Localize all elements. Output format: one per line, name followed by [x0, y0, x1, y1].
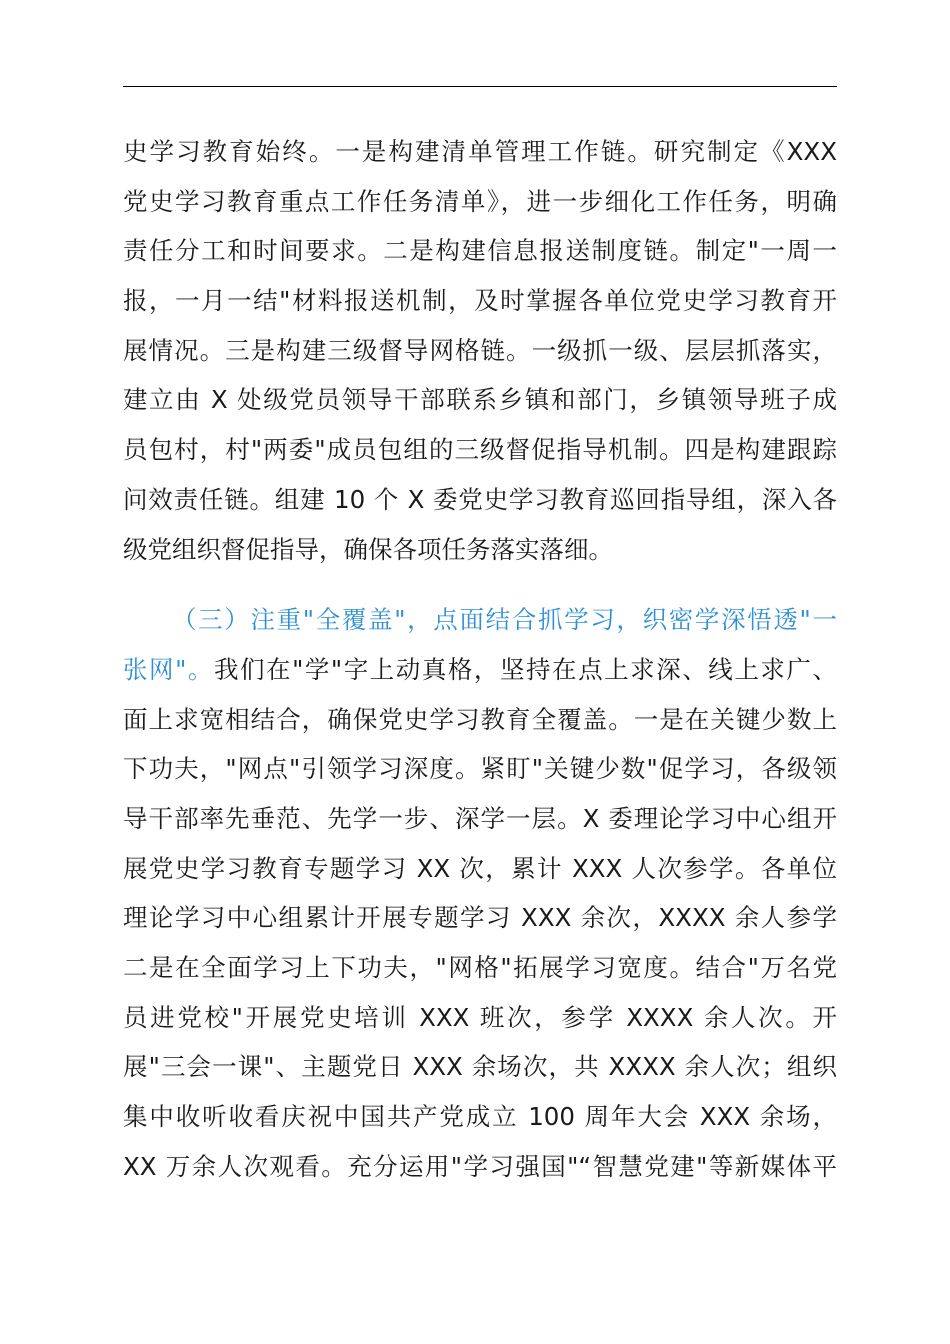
text-line: 面上求宽相结合，确保党史学习教育全覆盖。一是在关键少数上: [123, 704, 837, 734]
text-line: [123, 645, 837, 695]
text-line: 责任分工和时间要求。二是构建信息报送制度链。制定"一周一: [123, 236, 837, 266]
section-heading: （三）注重"全覆盖"，点面结合抓学习，织密学深悟透"一: [172, 605, 837, 635]
body-text: [123, 127, 837, 1191]
text-line: 报，一月一结"材料报送机制，及时掌握各单位党史学习教育开: [123, 286, 837, 316]
section-heading-end: 张网"。: [123, 654, 214, 684]
section-3-text-start: 我们在"学"字上动真格，坚持在点上求深、线上求广、: [213, 654, 837, 684]
text-line: 二是在全面学习上下功夫，"网格"拓展学习宽度。结合"万名党: [123, 953, 837, 982]
text-line: 集中收听收看庆祝中国共产党成立 100 周年大会 XXX 余场，: [123, 1102, 837, 1132]
text-line: 理论学习中心组累计开展专题学习 XXX 余次，XXXX 余人参学: [123, 903, 837, 933]
text-line: 史学习教育始终。一是构建清单管理工作链。研究制定《XXX: [123, 137, 837, 166]
text-line: 展情况。三是构建三级督导网格链。一级抓一级、层层抓落实，: [123, 335, 837, 365]
text-line: 建立由 X 处级党员领导干部联系乡镇和部门，乡镇领导班子成: [123, 385, 837, 415]
text-line: 下功夫，"网点"引领学习深度。紧盯"关键少数"促学习，各级领: [123, 754, 837, 784]
text-line: 展"三会一课"、主题党日 XXX 余场次，共 XXXX 余人次；组织: [123, 1052, 837, 1082]
text-line: 问效责任链。组建 10 个 X 委党史学习教育巡回指导组，深入各: [123, 484, 837, 514]
text-line: XX 万余人次观看。充分运用"学习强国"“智慧党建"等新媒体平: [123, 1151, 837, 1181]
text-line: 党史学习教育重点工作任务清单》，进一步细化工作任务，明确: [123, 186, 837, 216]
header-rule: [123, 86, 837, 87]
text-line: 员包村，村"两委"成员包组的三级督促指导机制。四是构建跟踪: [123, 435, 837, 465]
text-line: 展党史学习教育专题学习 XX 次，累计 XXX 人次参学。各单位: [123, 853, 837, 883]
section-3-paragraph: [123, 595, 837, 1191]
paragraph-1: [123, 127, 837, 574]
text-line: 导干部率先垂范、先学一步、深学一层。X 委理论学习中心组开: [123, 803, 837, 833]
text-line: 级党组织督促指导，确保各项任务落实落细。: [123, 534, 613, 564]
text-line: 员进党校"开展党史培训 XXX 班次，参学 XXXX 余人次。开: [123, 1002, 837, 1032]
paragraph-gap: [123, 574, 837, 595]
